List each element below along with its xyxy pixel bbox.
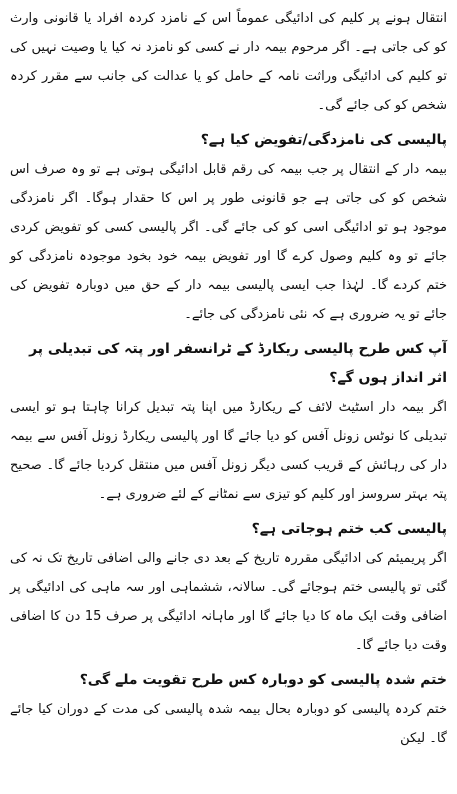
heading-nomination: پالیسی کی نامزدگی/تفویض کیا ہے؟	[200, 132, 447, 148]
paragraph-nomination: بیمہ دار کے انتقال پر جب بیمہ کی رقم قابل ادائیگی ہوتی ہے تو وہ صرف اس شخص کو کی جاتی ہے جو قانونی طور پر اس کا حقدار ہوگا۔ اگر نامزدگی موجود ہو تو ادائیگی اسی کو کی جائے گی۔ اگر پالیسی کسی کو تفویض کردی جائے تو وہ کلیم وصول کرے گا اور تفویض بیمہ خود بخود موجودہ نامزدگی کو ختم کردے گا۔ لہٰذا جب ایسی پالیسی بیمہ دار کے حق میں دوبارہ تفویض کی جائے تو یہ ضروری ہے کہ نئی نامزدگی کی جائے۔	[10, 162, 447, 322]
paragraph-revival: ختم کردہ پالیسی کو دوبارہ بحال بیمہ شدہ پالیسی کی مدت کے دوران کیا جائے گا۔ لیکن	[10, 702, 447, 746]
intro-paragraph: انتقال ہونے پر کلیم کی ادائیگی عموماً اس کے نامزد کردہ افراد یا قانونی وارث کو کی جاتی ہے۔ اگر مرحوم بیمہ دار نے کسی کو نامزد نہ کیا یا وصیت نہیں کی تو کلیم کی ادائیگی وراثت نامہ کے حامل کو یا عدالت کی جانب سے مقرر کردہ شخص کو کی جائے گی۔	[10, 11, 447, 113]
heading-revival: ختم شدہ پالیسی کو دوبارہ کس طرح تقویت ملے گی؟	[79, 672, 447, 688]
heading-policy-lapse: پالیسی کب ختم ہوجاتی ہے؟	[251, 521, 447, 537]
paragraph-address-change: اگر بیمہ دار اسٹیٹ لائف کے ریکارڈ میں اپنا پتہ تبدیل کرانا چاہتا ہو تو ایسی تبدیلی کا نوٹس زونل آفس کو دیا جائے گا اور پالیسی ریکارڈ زونل آفس سے بیمہ دار کی رہائش کے قریب کسی دیگر زونل آفس میں منتقل کردیا جائے گا۔ صحیح پتہ بہتر سروسز اور کلیم کو تیزی سے نمٹانے کے لئے ضروری ہے۔	[10, 400, 447, 502]
paragraph-policy-lapse: اگر پریمیئم کی ادائیگی مقررہ تاریخ کے بعد دی جانے والی اضافی تاریخ تک نہ کی گئی تو پالیسی ختم ہوجائے گی۔ سالانہ، ششماہی اور سہ ماہی کی ادائیگی پر اضافی وقت ایک ماہ کا دیا جائے گا اور ماہانہ ادائیگی پر صرف 15 دن کا اضافی وقت دیا جائے گا۔	[10, 551, 447, 653]
heading-address-change: آپ کس طرح پالیسی ریکارڈ کے ٹرانسفر اور پتہ کی تبدیلی پر اثر انداز ہوں گے؟	[29, 341, 447, 386]
